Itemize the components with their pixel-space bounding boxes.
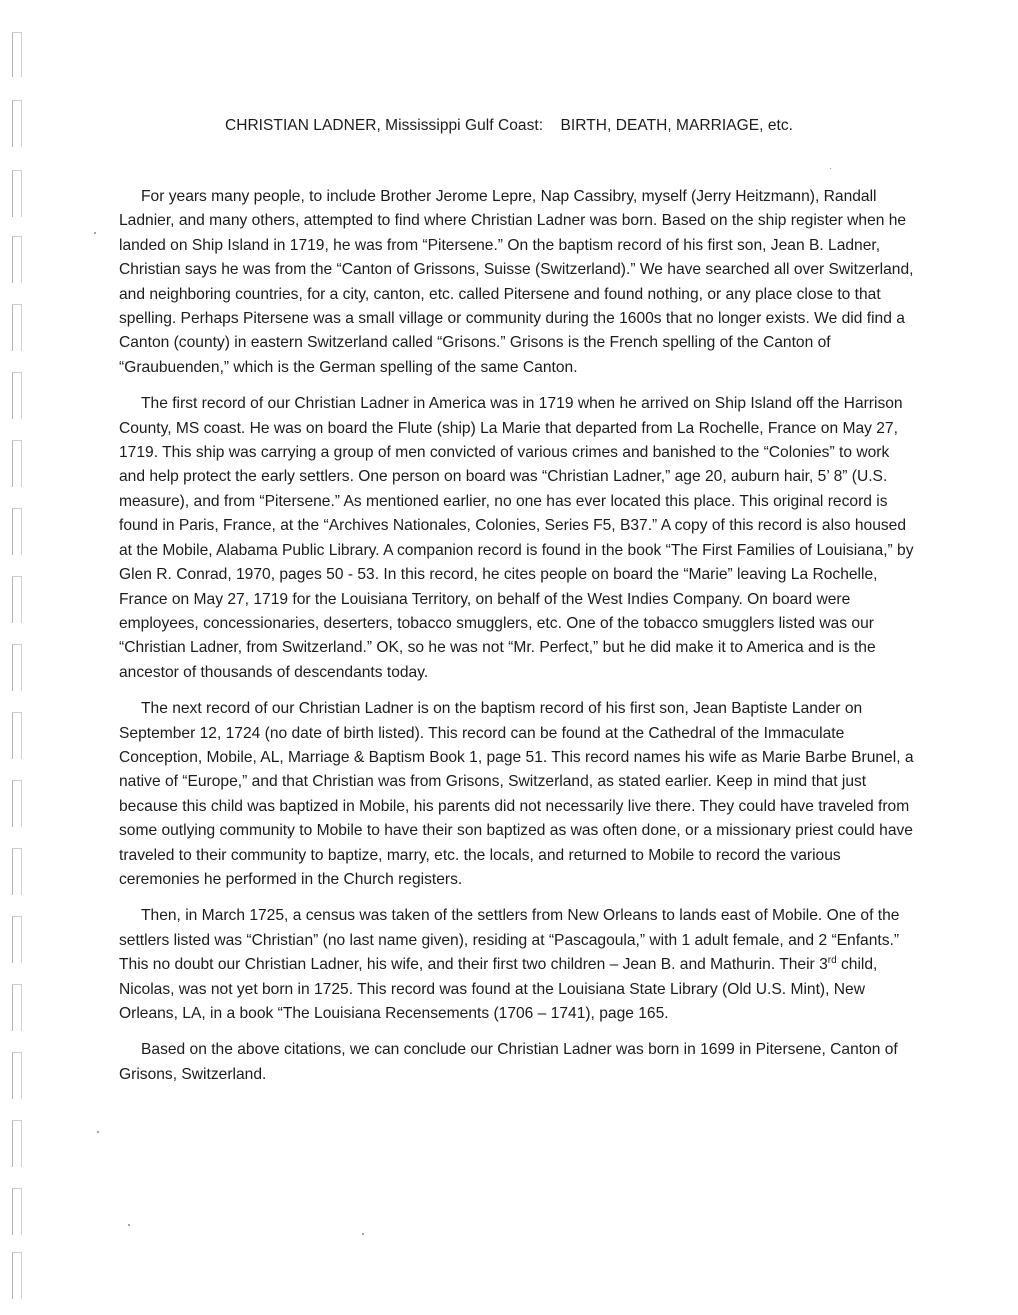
document-title: CHRISTIAN LADNER, Mississippi Gulf Coast: BIRTH, DEATH, MARRIAGE, etc. [224,117,794,134]
scan-speck [830,168,831,169]
binder-mark [12,304,22,351]
binder-mark [12,644,22,691]
binder-mark [12,170,22,217]
binder-mark [12,712,22,759]
paragraph-baptism-record: The next record of our Christian Ladner is on the baptism record of his first son, Jean Baptiste Lander on September 12, 1724 (no date of birth listed). This record can be found at the Cathedral of the Immaculate Conception, Mobile, AL, Marriage & Baptism Book 1, page 51. This record names his wife as Marie Barbe Brunel, a native of “Europe,” and that Christian was from Grisons, Switzerland, as stated earlier. Keep in mind that just because this child was baptized in Mobile, his parents did not necessarily live there. They could have traveled from some outlying community to Mobile to have their son baptized as was often done, or a missionary priest could have traveled to their community to baptize, marry, etc. the locals, and returned to Mobile to record the various ceremonies he performed in the Church registers. [119,700,914,888]
paragraph-arrival-record: The first record of our Christian Ladner in America was in 1719 when he arrived on Ship Island off the Harrison County, MS coast. He was on board the Flute (ship) La Marie that departed from La Rochelle, France on May 27, 1719. This ship was carrying a group of men convicted of various crimes and banished to the “Colonies” to work and help protect the early settlers. One person on board was “Christian Ladner,” age 20, auburn hair, 5’ 8” (U.S. measure), and from “Pitersene.” As mentioned earlier, no one has ever located this place. This original record is found in Paris, France, at the “Archives Nationales, Colonies, Series F5, B37.” A copy of this record is also housed at the Mobile, Alabama Public Library. A companion record is found in the book “The First Families of Louisiana,” by Glen R. Conrad, 1970, pages 50 - 53. In this record, he cites people on board the “Marie” leaving La Rochelle, France on May 27, 1719 for the Louisiana Territory, on behalf of the West Indies Company. On board were employees, concessionaries, deserters, tobacco smugglers, etc. One of the tobacco smugglers listed was our “Christian Ladner, from Switzerland.” OK, so he was not “Mr. Perfect,” but he did make it to America and is the ancestor of thousands of descendants today. [119,395,914,681]
binder-mark [12,916,22,963]
binder-mark [12,1188,22,1235]
binder-mark [12,1052,22,1099]
scan-speck [94,232,96,234]
paragraph-census-record [119,904,914,1026]
binder-mark [12,848,22,895]
binder-hole-marks [12,24,32,1304]
paragraph-birthplace: For years many people, to include Brother Jerome Lepre, Nap Cassibry, myself (Jerry Heitzmann), Randall Ladnier, and many others, attempted to find where Christian Ladner was born. Based on the ship register when he landed on Ship Island in 1719, he was from “Pitersene.” On the baptism record of his first son, Jean B. Ladner, Christian says he was from the “Canton of Grissons, Suisse (Switzerland).” We have searched all over Switzerland, and neighboring countries, for a city, canton, etc. called Pitersene and found nothing, or any place close to that spelling. Perhaps Pitersene was a small village or community during the 1600s that no longer exists. We did find a Canton (county) in eastern Switzerland called “Grisons.” Grisons is the French spelling of the Canton of “Graubuenden,” which is the German spelling of the same Canton. [119,188,914,376]
paragraph-conclusion: Based on the above citations, we can conclude our Christian Ladner was born in 1699 in Pitersene, Canton of Grisons, Switzerland. [119,1041,898,1083]
scan-speck [97,1131,99,1133]
scan-speck [128,1224,130,1226]
binder-mark [12,32,22,77]
ordinal-superscript: rd [827,955,837,966]
census-text-end: child, Nicolas, was not yet born in 1725. This record was found at the Louisiana State Library (Old U.S. Mint), New Orleans, LA, in a book “The Louisiana Recensements (1706 – 1741), page 165. [119,956,878,1022]
binder-mark [12,508,22,555]
binder-mark [12,440,22,487]
binder-mark [12,236,22,283]
binder-mark [12,372,22,419]
document-body [119,185,914,1099]
binder-mark [12,1120,22,1167]
census-text-start: Then, in March 1725, a census was taken of the settlers from New Orleans to lands east of Mobile. One of the settlers listed was “Christian” (no last name given), residing at “Pascagoula,” with 1 adult female, and 2 “Enfants.” This no doubt our Christian Ladner, his wife, and their first two children – Jean B. and Mathurin. Their 3 [119,907,900,974]
binder-mark [12,576,22,623]
binder-mark [12,984,22,1031]
binder-mark [12,780,22,827]
binder-mark [12,1252,22,1299]
scan-speck [362,1233,364,1235]
